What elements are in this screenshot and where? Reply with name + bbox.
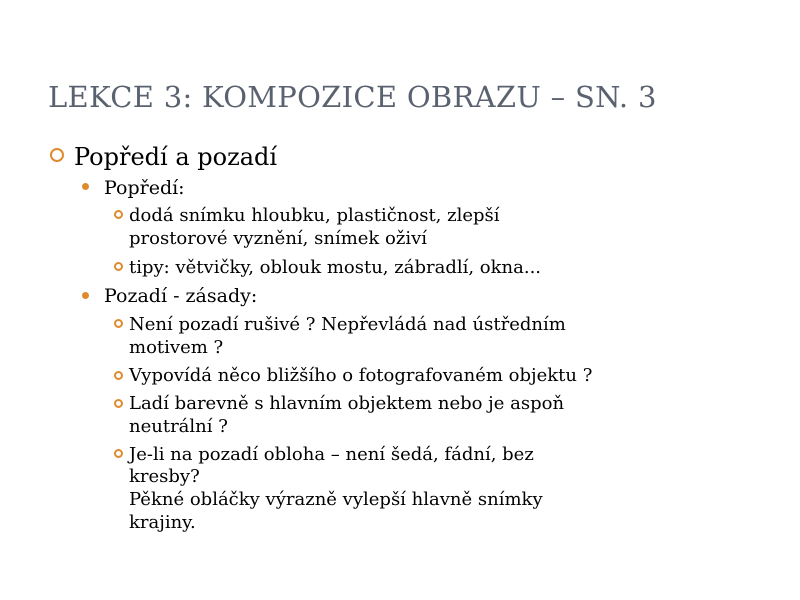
background-item-2-line-1: Vypovídá něco bližšího o fotografovaném objektu ? [129, 365, 593, 386]
background-item-3-line-1: Ladí barevně s hlavním objektem nebo je aspoň [129, 393, 565, 414]
background-item-3-line-2: neutrální ? [129, 416, 228, 437]
ring-bullet-icon [114, 371, 123, 380]
dot-bullet-icon [82, 183, 89, 190]
ring-bullet-icon [50, 148, 64, 162]
ring-bullet-icon [114, 319, 123, 328]
foreground-label: Popředí: [104, 177, 185, 199]
foreground-item-1-line-2: prostorové vyznění, snímek oživí [129, 228, 428, 249]
background-item-1-line-1: Není pozadí rušivé ? Nepřevládá nad ústředním [129, 314, 566, 335]
ring-bullet-icon [114, 449, 123, 458]
background-item-1-line-2: motivem ? [129, 337, 224, 358]
slide-title: LEKCE 3: KOMPOZICE OBRAZU – SN. 3 [48, 80, 657, 114]
ring-bullet-icon [114, 262, 123, 271]
background-item-4-line-3: Pěkné obláčky výrazně vylepší hlavně snímky [129, 489, 543, 510]
ring-bullet-icon [114, 210, 123, 219]
foreground-item-2-line-1: tipy: větvičky, oblouk mostu, zábradlí, okna... [129, 257, 542, 278]
ring-bullet-icon [114, 399, 123, 408]
background-item-4-line-4: krajiny. [129, 512, 196, 533]
background-item-4-line-2: kresby? [129, 466, 200, 487]
dot-bullet-icon [82, 292, 89, 299]
background-label: Pozadí - zásady: [104, 285, 258, 307]
foreground-item-1-line-1: dodá snímku hloubku, plastičnost, zlepší [129, 205, 500, 226]
background-item-4-line-1: Je-li na pozadí obloha – není šedá, fádní, bez [129, 444, 534, 465]
heading-foreground-background: Popředí a pozadí [74, 143, 278, 171]
